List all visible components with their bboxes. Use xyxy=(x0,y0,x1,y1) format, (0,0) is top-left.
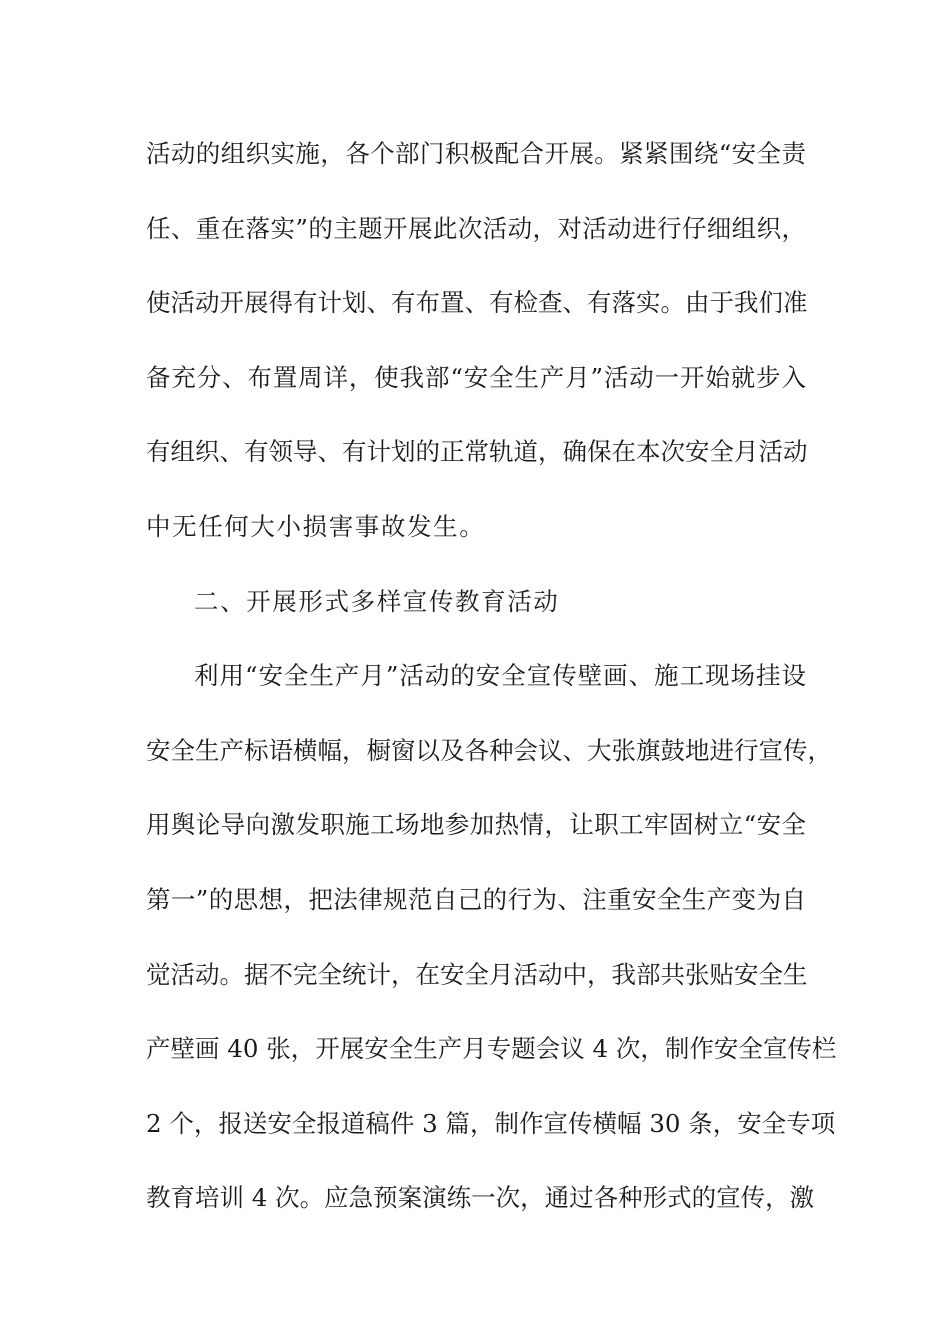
body-line: 2 个，报送安全报道稿件 3 篇，制作宣传横幅 30 条，安全专项 xyxy=(146,1108,836,1138)
body-line: 任、重在落实”的主题开展此次活动，对活动进行仔细组织， xyxy=(146,213,806,243)
body-line: 活动的组织实施，各个部门积极配合开展。紧紧围绕“安全责 xyxy=(146,139,806,168)
body-line: 用舆论导向激发职施工场地参加热情，让职工牢固树立“安全 xyxy=(146,810,806,840)
body-line: 觉活动。据不完全统计，在安全月活动中，我部共张贴安全生 xyxy=(146,959,808,989)
document-body xyxy=(146,134,837,1253)
body-line: 产壁画 40 张，开展安全生产月专题会议 4 次，制作安全宣传栏 xyxy=(146,1034,837,1064)
body-line: 使活动开展得有计划、有布置、有检查、有落实。由于我们准 xyxy=(146,288,808,318)
body-line: 利用“安全生产月”活动的安全宣传壁画、施工现场挂设 xyxy=(194,661,806,691)
body-line: 有组织、有领导、有计划的正常轨道，确保在本次安全月活动 xyxy=(146,437,808,467)
body-line: 备充分、布置周详，使我部“安全生产月”活动一开始就步入 xyxy=(146,362,806,392)
body-line: 教育培训 4 次。应急预案演练一次，通过各种形式的宣传，激 xyxy=(146,1183,815,1213)
body-line: 中无任何大小损害事故发生。 xyxy=(146,511,486,541)
body-line: 第一”的思想，把法律规范自己的行为、注重安全生产变为自 xyxy=(146,884,806,914)
body-line: 安全生产标语横幅，橱窗以及各种会议、大张旗鼓地进行宣传， xyxy=(146,735,832,765)
section-heading: 二、开展形式多样宣传教育活动 xyxy=(194,586,560,616)
